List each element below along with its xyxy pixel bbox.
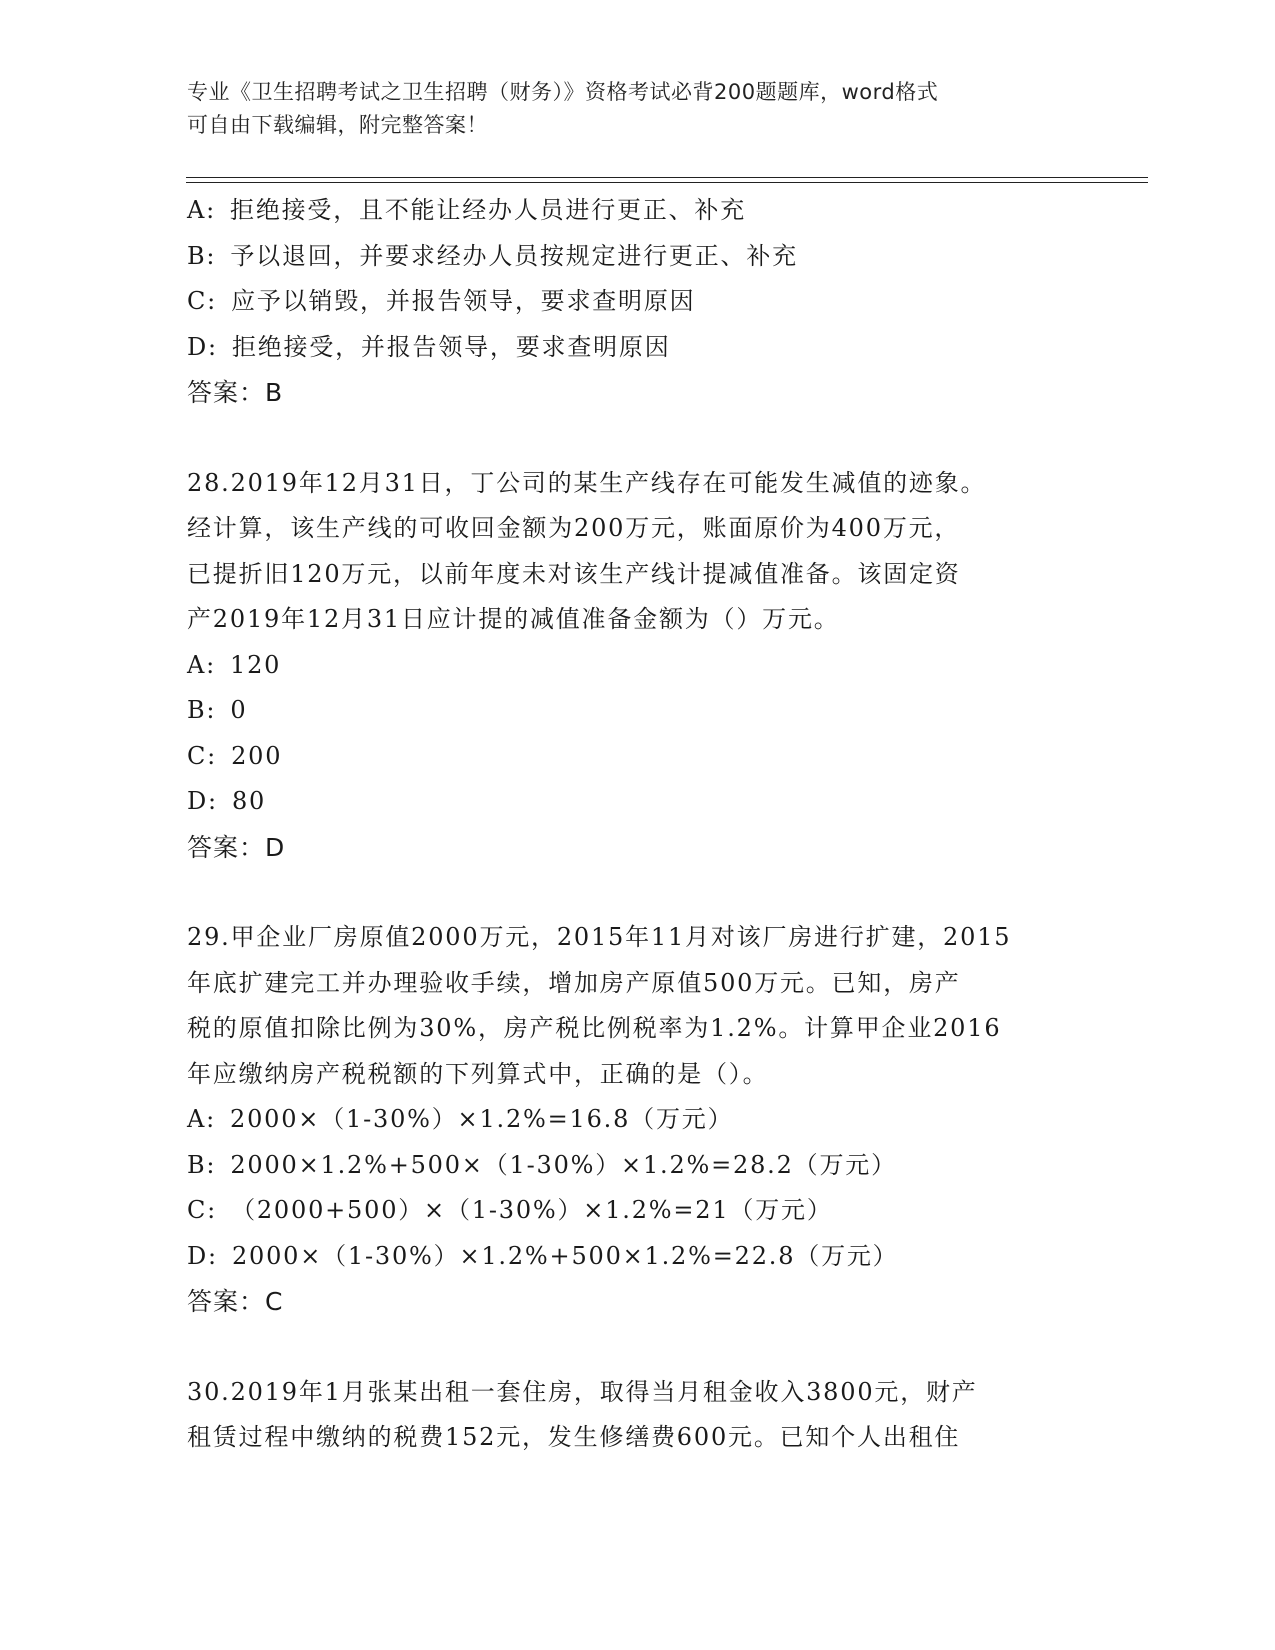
question-28-text-line: 28.2019年12月31日，丁公司的某生产线存在可能发生减值的迹象。: [187, 468, 987, 497]
option-a: A: 拒绝接受，且不能让经办人员进行更正、补充: [187, 196, 747, 224]
question-29-text-line: 年应缴纳房产税税额的下列算式中，正确的是（）。: [187, 1059, 769, 1088]
header-line-2: 可自由下载编辑，附完整答案！: [187, 113, 488, 137]
header-rule-bottom: [186, 182, 1148, 183]
question-30: [187, 1370, 1087, 1461]
option-a: A: 120: [187, 650, 282, 679]
question-27-options: [187, 188, 1087, 416]
option-c: C: 200: [187, 741, 283, 770]
question-28: [187, 461, 1087, 871]
question-30-text-line: 30.2019年1月张某出租一套住房，取得当月租金收入3800元，财产: [187, 1377, 978, 1406]
question-29-text-line: 年底扩建完工并办理验收手续，增加房产原值500万元。已知，房产: [187, 968, 961, 997]
answer-27: 答案：B: [187, 378, 284, 407]
question-29: [187, 915, 1087, 1325]
question-29-text-line: 29.甲企业厂房原值2000万元，2015年11月对该厂房进行扩建，2015: [187, 923, 1012, 951]
header-rule-top: [186, 177, 1148, 178]
question-content: [187, 188, 1087, 1461]
question-30-text-line: 租赁过程中缴纳的税费152元，发生修缮费600元。已知个人出租住: [187, 1423, 961, 1451]
question-28-text-line: 已提折旧120万元，以前年度未对该生产线计提减值准备。该固定资: [187, 559, 961, 588]
option-d: D: 拒绝接受，并报告领导，要求查明原因: [187, 332, 671, 361]
answer-28: 答案：D: [187, 832, 286, 862]
option-b: B: 0: [187, 696, 248, 724]
document-header: [187, 76, 1087, 142]
question-28-text-line: 产2019年12月31日应计提的减值准备金额为（）万元。: [187, 605, 840, 633]
option-b: B: 予以退回，并要求经办人员按规定进行更正、补充: [187, 241, 798, 270]
question-28-text-line: 经计算，该生产线的可收回金额为200万元，账面原价为400万元，: [187, 514, 961, 542]
question-29-text-line: 税的原值扣除比例为30%，房产税比例税率为1.2%。计算甲企业2016: [187, 1014, 1002, 1042]
option-c: C: （2000+500）×（1-30%）×1.2%=21（万元）: [187, 1196, 833, 1224]
option-c: C: 应予以销毁，并报告领导，要求查明原因: [187, 287, 696, 315]
option-d: D: 80: [187, 787, 267, 815]
header-line-1: 专业《卫生招聘考试之卫生招聘（财务）》资格考试必背200题题库，word格式: [187, 80, 939, 104]
answer-29: 答案：C: [187, 1287, 284, 1316]
option-b: B: 2000×1.2%+500×（1-30%）×1.2%=28.2（万元）: [187, 1150, 897, 1179]
option-a: A: 2000×（1-30%）×1.2%=16.8（万元）: [187, 1105, 734, 1133]
option-d: D: 2000×（1-30%）×1.2%+500×1.2%=22.8（万元）: [187, 1241, 899, 1270]
